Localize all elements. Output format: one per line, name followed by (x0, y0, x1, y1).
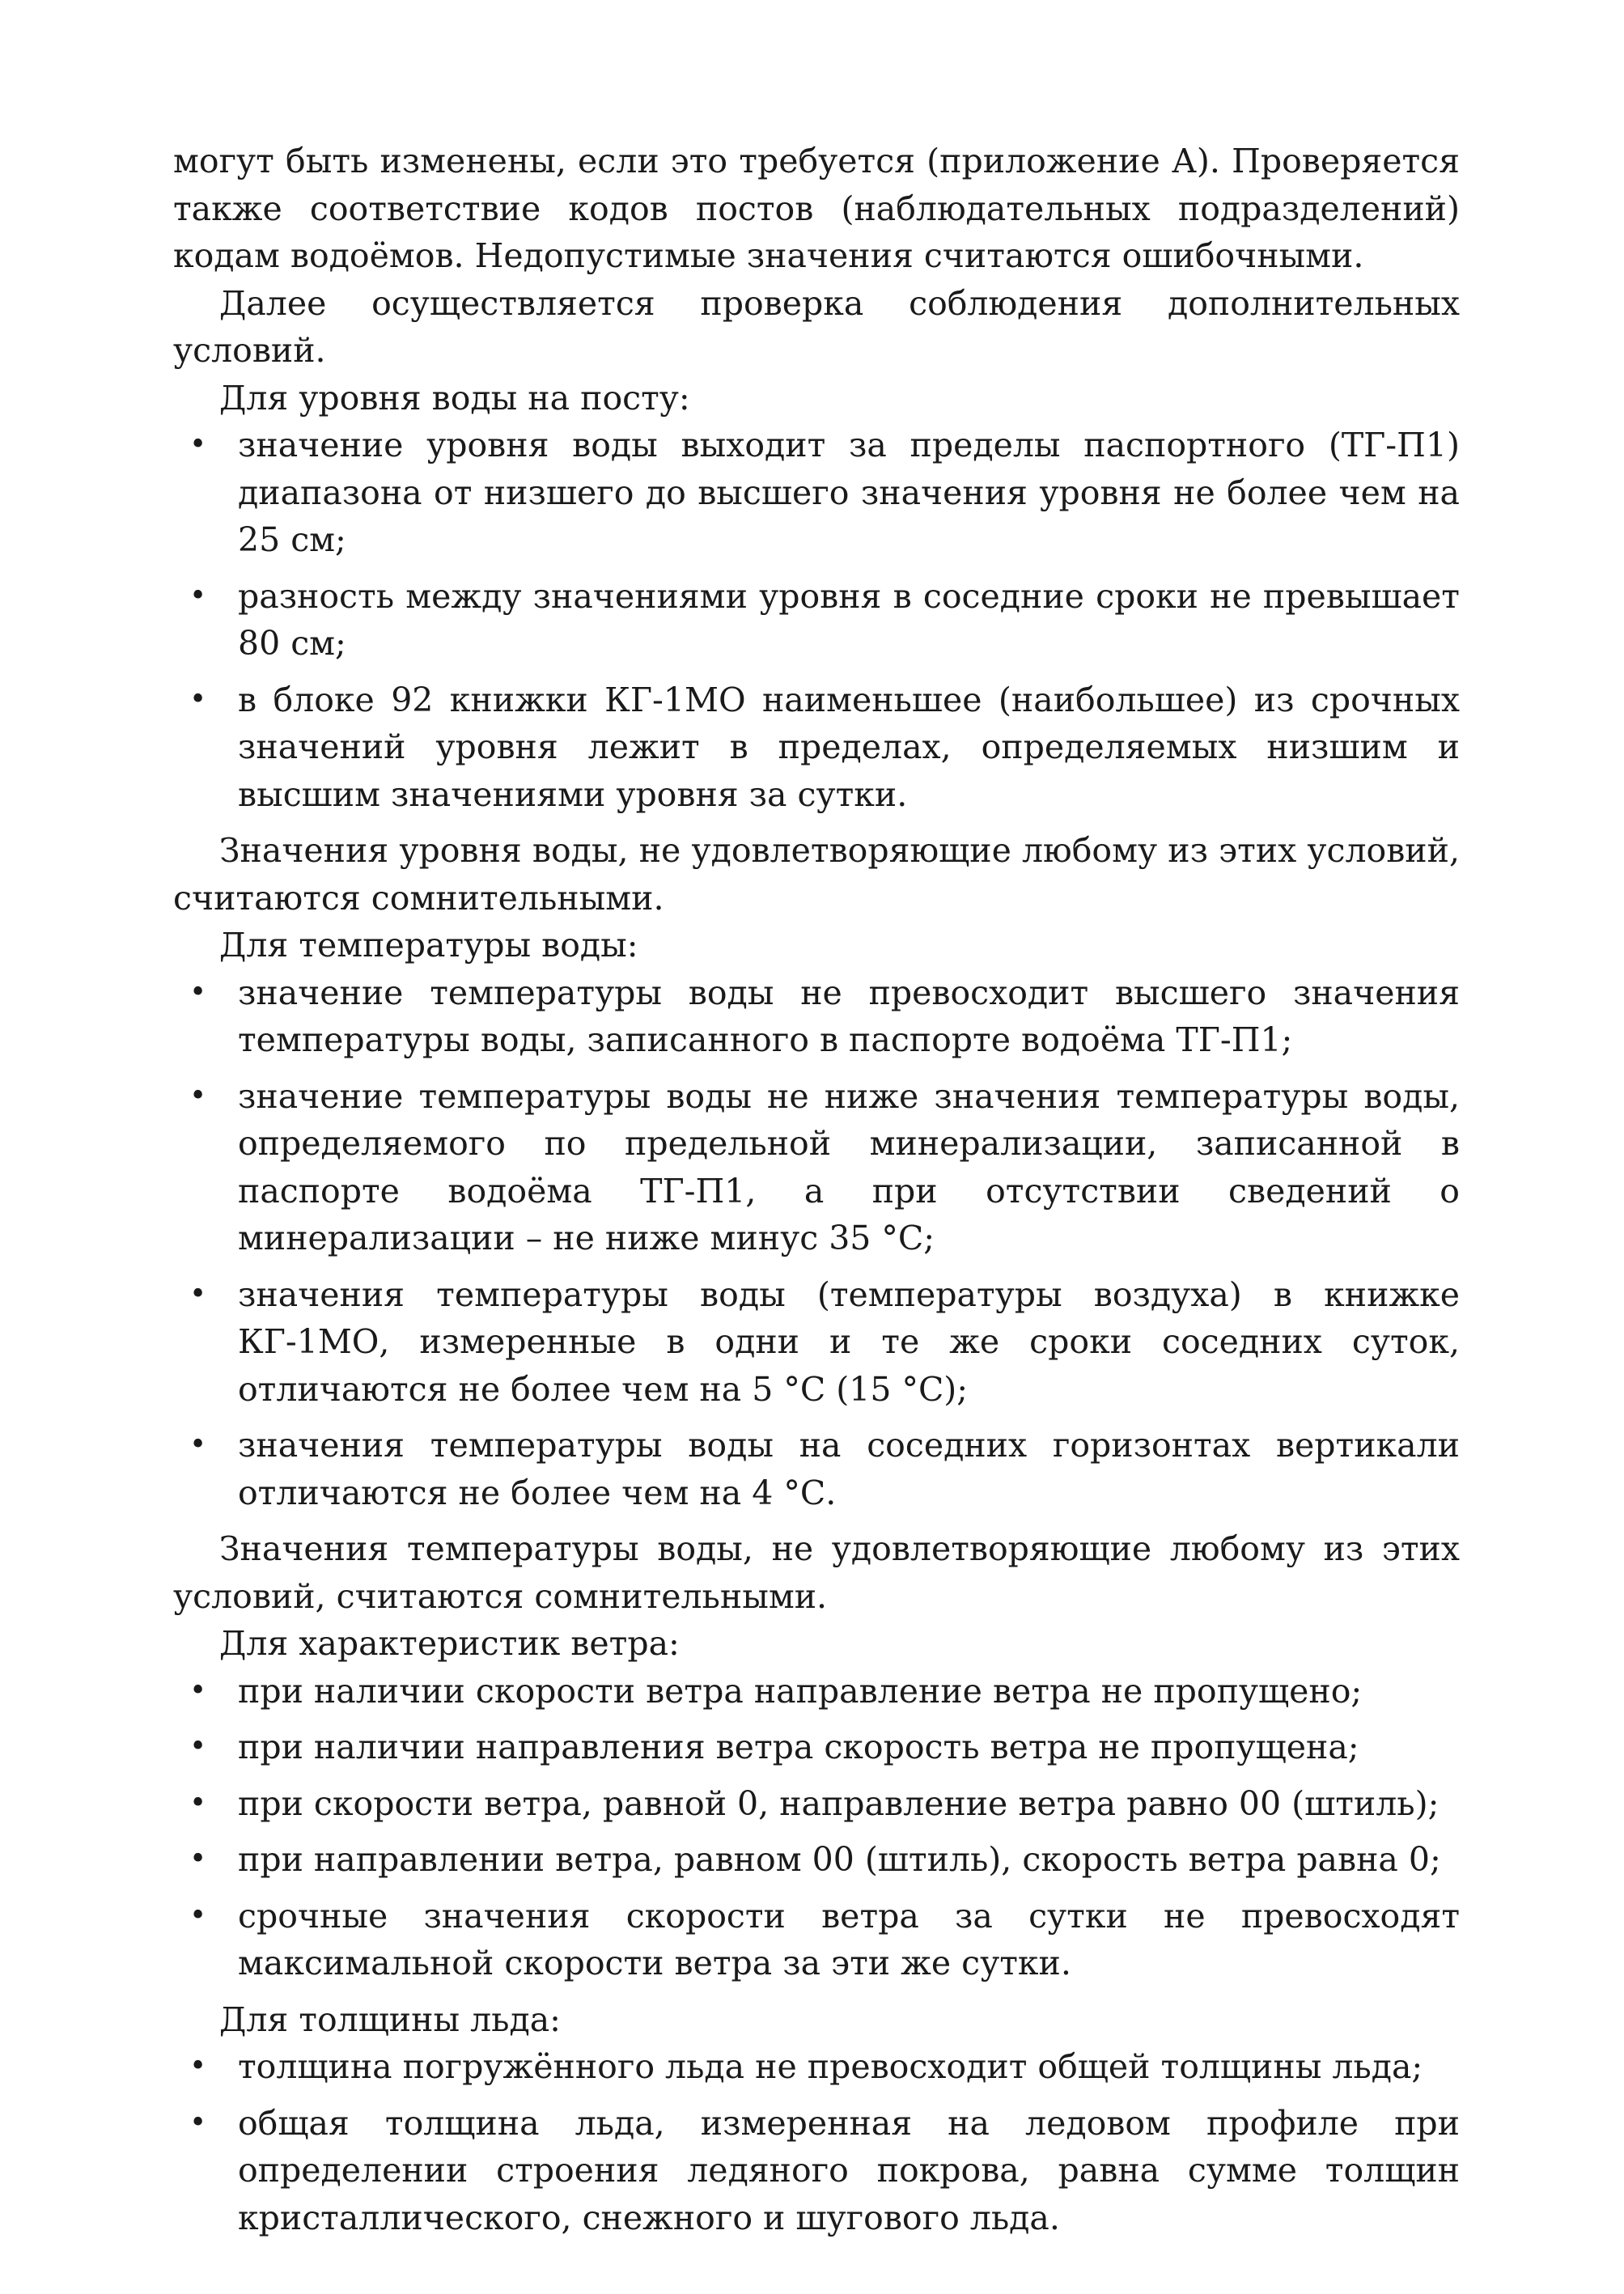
additional-conditions-paragraph: Далее осуществляется проверка соблюдения дополнительных условий. (173, 283, 1460, 370)
list-item-text: значение температуры воды не превосходит высшего значения температуры воды, записанного в паспорте водоёма ТГ-П1; (238, 973, 1460, 1059)
bullet-icon: • (189, 1277, 207, 1311)
list-item-text: в блоке 92 книжки КГ-1МО наименьшее (наибольшее) из срочных значений уровня лежит в пределах, определяемых низшим и высшим значениями уровня за сутки. (238, 680, 1460, 814)
list-item (173, 1668, 1460, 1715)
bullet-icon: • (189, 682, 207, 716)
bullet-icon: • (189, 975, 207, 1009)
list-item-text: общая толщина льда, измеренная на ледовом профиле при определении строения ледяного покрова, равна сумме толщин кристаллического, снежного и шугового льда. (238, 2103, 1460, 2237)
water-temp-heading: Для температуры воды: (219, 926, 638, 965)
list-item (173, 969, 1460, 1064)
intro-paragraph: могут быть изменены, если это требуется (приложение А). Проверяется также соответствие кодов постов (наблюдательных подразделений) кодам водоёмов. Недопустимые значения считаются ошибочными. (173, 142, 1460, 275)
list-item-text: значения температуры воды на соседних горизонтах вертикали отличаются не более чем на 4 °С. (238, 1426, 1460, 1512)
bullet-icon: • (189, 1730, 207, 1763)
list-item (173, 1836, 1460, 1884)
bullet-icon: • (189, 1898, 207, 1932)
list-item (173, 422, 1460, 564)
list-item-text: значение температуры воды не ниже значения температуры воды, определяемого по предельной минерализации, записанной в паспорте водоёма ТГ-П1, а при отсутствии сведений о минерализации – не ниже минус 35 °С; (238, 1076, 1460, 1257)
list-item-text: при направлении ветра, равном 00 (штиль), скорость ветра равна 0; (238, 1840, 1441, 1879)
list-item-text: срочные значения скорости ветра за сутки не превосходят максимальной скорости ветра за эти же сутки. (238, 1896, 1460, 1982)
list-item (173, 1271, 1460, 1414)
bullet-icon: • (189, 1673, 207, 1707)
water-level-conclusion: Значения уровня воды, не удовлетворяющие любому из этих условий, считаются сомнительными. (173, 831, 1460, 918)
water-level-list (173, 422, 1460, 818)
list-item (173, 1073, 1460, 1262)
wind-list (173, 1668, 1460, 1987)
list-item-text: при скорости ветра, равной 0, направление ветра равно 00 (штиль); (238, 1783, 1440, 1823)
bullet-icon: • (189, 2105, 207, 2139)
list-item (173, 1422, 1460, 1516)
bullet-icon: • (189, 1842, 207, 1876)
wind-heading: Для характеристик ветра: (219, 1624, 680, 1663)
ice-heading: Для толщины льда: (219, 1999, 561, 2039)
bullet-icon: • (189, 579, 207, 613)
list-item (173, 1893, 1460, 1987)
list-item (173, 573, 1460, 668)
water-temp-list (173, 969, 1460, 1517)
bullet-icon: • (189, 428, 207, 461)
list-item (173, 676, 1460, 819)
list-item (173, 1724, 1460, 1771)
list-item-text: значения температуры воды (температуры воздуха) в книжке КГ-1МО, измеренные в одни и те же сроки соседних суток, отличаются не более чем на 5 °С (15 °С); (238, 1274, 1460, 1409)
list-item-text: толщина погружённого льда не превосходит общей толщины льда; (238, 2047, 1423, 2086)
list-item (173, 2100, 1460, 2242)
list-item-text: при наличии направления ветра скорость ветра не пропущена; (238, 1728, 1359, 1766)
bullet-icon: • (189, 1079, 207, 1113)
list-item-text: значение уровня воды выходит за пределы паспортного (ТГ-П1) диапазона от низшего до высшего значения уровня не более чем на 25 см; (238, 426, 1460, 559)
bullet-icon: • (189, 2050, 207, 2083)
bullet-icon: • (189, 1786, 207, 1820)
list-item (173, 1780, 1460, 1828)
ice-list (173, 2043, 1460, 2241)
list-item (173, 2043, 1460, 2091)
water-temp-conclusion: Значения температуры воды, не удовлетворяющие любому из этих условий, считаются сомнительными. (173, 1529, 1460, 1616)
water-level-heading: Для уровня воды на посту: (219, 378, 690, 418)
list-item-text: разность между значениями уровня в соседние сроки не превышает 80 см; (238, 576, 1460, 663)
list-item-text: при наличии скорости ветра направление ветра не пропущено; (238, 1671, 1363, 1711)
bullet-icon: • (189, 1428, 207, 1461)
document-page (173, 138, 1460, 2250)
